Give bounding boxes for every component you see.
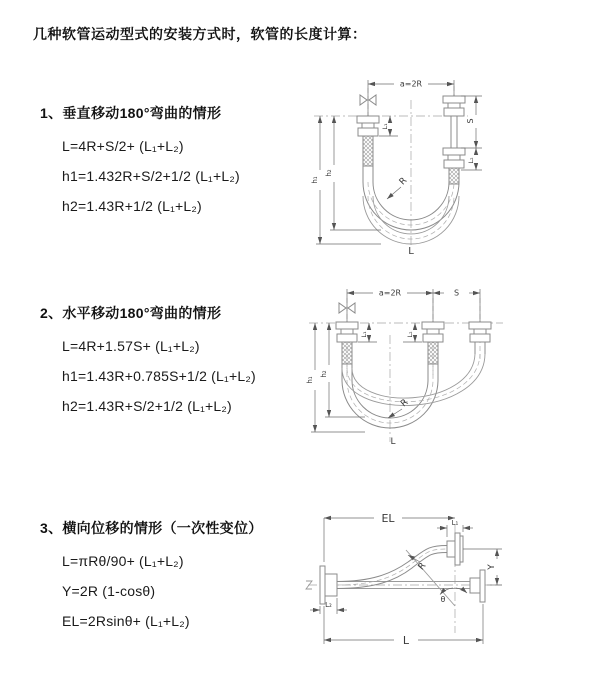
section-1-formula-h2: h2=1.43R+1/2 (L₁+L₂): [62, 198, 202, 214]
dim-l-label: L: [402, 634, 410, 647]
length-label: L: [408, 246, 414, 257]
dim-a2r-label: a=2R: [399, 79, 423, 89]
dimension-s: [461, 96, 482, 148]
section-horizontal-movement: [40, 303, 310, 421]
dim-a2r-label: a=2R: [378, 288, 402, 298]
radius-callout: [406, 550, 455, 606]
left-flange: [320, 566, 337, 604]
section-lateral-displacement: [40, 518, 310, 636]
dim-el-label: EL: [381, 512, 395, 525]
section-2-formula-L: L=4R+1.57S+ (L₁+L₂): [62, 338, 200, 354]
section-vertical-movement: [40, 103, 310, 221]
dimension-a2r: [368, 80, 454, 117]
dimension-l2: [403, 323, 422, 342]
section-2-formula-h2: h2=1.43R+S/2+1/2 (L₁+L₂): [62, 398, 232, 414]
dim-l2-label: L₂: [467, 157, 475, 164]
hose-curved-position: [337, 533, 463, 589]
section-1-formula-L: L=4R+S/2+ (L₁+L₂): [62, 138, 184, 154]
centerlines: [309, 298, 503, 442]
section-1-heading: 1、垂直移动180°弯曲的情形: [40, 105, 222, 121]
dim-l1-label: L₁: [360, 331, 368, 338]
section-3-heading: 3、横向位移的情形（一次性变位）: [40, 520, 263, 536]
dimension-s: [433, 289, 480, 323]
section-3-formula-Y: Y=2R (1-cosθ): [62, 583, 156, 599]
angle-theta: [440, 588, 467, 604]
radius-label: R: [399, 397, 411, 410]
dimension-el: [324, 512, 455, 562]
dimension-l2: [310, 598, 347, 614]
dimension-l1: [358, 323, 377, 342]
page-title: 几种软管运动型式的安装方式时，软管的长度计算：: [33, 26, 367, 42]
dimension-l1: [379, 116, 398, 136]
angle-theta-label: θ: [440, 595, 446, 604]
radius-label: R: [397, 175, 410, 188]
dim-s-label: S: [453, 288, 460, 298]
left-pipe-assembly: [357, 116, 379, 182]
section-2-formula-h1: h1=1.43R+0.785S+1/2 (L₁+L₂): [62, 368, 256, 384]
dim-l1-label: L₁: [381, 123, 389, 130]
left-pipe-assembly: [336, 322, 358, 364]
diagram-horizontal-180-bend: [303, 280, 588, 458]
dim-h1-label: h₁: [311, 176, 319, 184]
dim-l1-label: L₁: [451, 519, 459, 527]
dim-y-label: Y: [487, 564, 497, 570]
dimension-a2r: [347, 289, 433, 323]
section-3-formula-EL: EL=2Rsinθ+ (L₁+L₂): [62, 613, 190, 629]
dim-h2-label: h₂: [320, 370, 328, 378]
hose-u-displaced: [342, 354, 485, 406]
section-3-formula-L: L=πRθ/90+ (L₁+L₂): [62, 553, 184, 569]
section-2-heading: 2、水平移动180°弯曲的情形: [40, 305, 222, 321]
hose-straight-position: [337, 570, 485, 602]
middle-pipe-assembly: [422, 322, 444, 364]
diagram-lateral-displacement: [296, 498, 596, 660]
dim-s-label: S: [466, 118, 475, 124]
length-label: L: [390, 437, 396, 447]
radius-callout: [387, 176, 409, 199]
right-pipe-assembly: [443, 96, 465, 184]
diagram-vertical-180-bend: [306, 70, 598, 258]
radius-label: R: [416, 561, 429, 573]
dim-h1-label: h₁: [306, 376, 314, 384]
dim-l2-label: L₂: [325, 601, 332, 609]
dimension-l: [324, 604, 483, 647]
dim-h2-label: h₂: [325, 169, 333, 177]
dim-l2-label: L₂: [406, 331, 414, 338]
section-1-formula-h1: h1=1.432R+S/2+1/2 (L₁+L₂): [62, 168, 240, 184]
